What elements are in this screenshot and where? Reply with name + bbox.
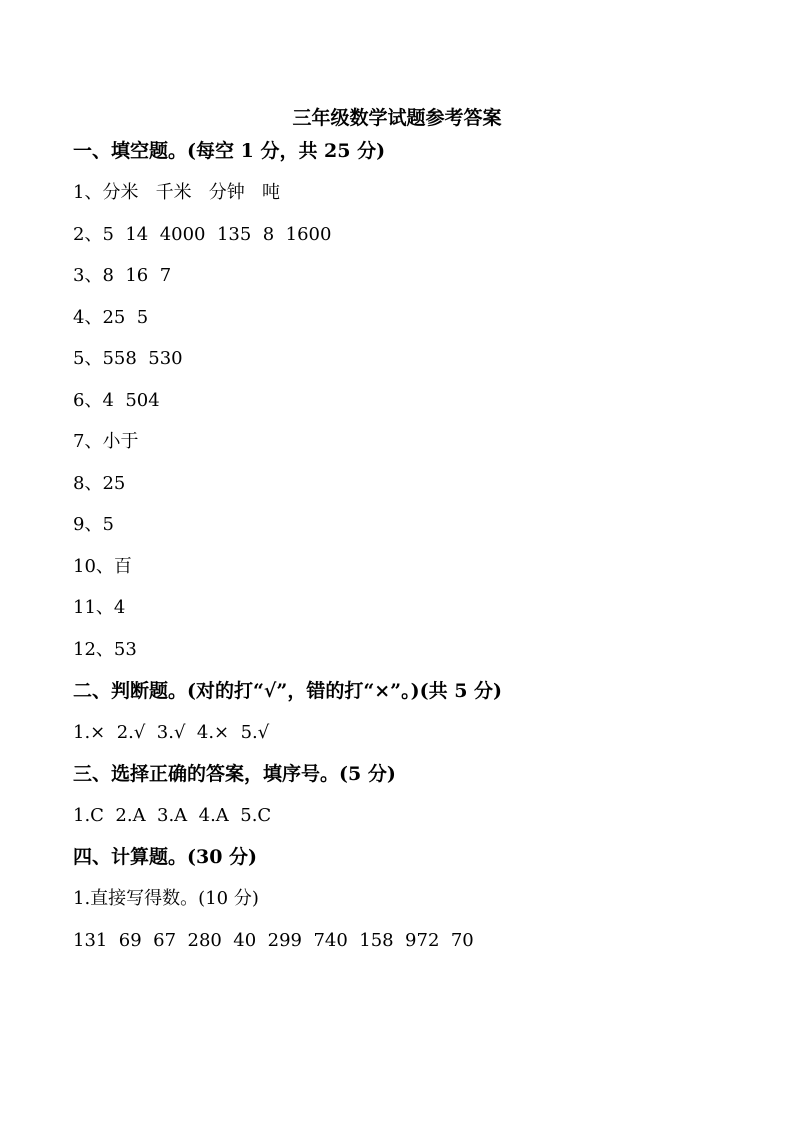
answer-line: 131 69 67 280 40 299 740 158 972 70 [73, 930, 474, 951]
page-title: 三年级数学试题参考答案 [292, 107, 502, 129]
section-heading-calculation: 四、计算题。(30 分) [73, 846, 258, 868]
answer-line: 6、4 504 [73, 390, 160, 411]
answer-line: 12、53 [73, 639, 137, 660]
answer-line: 4、25 5 [73, 307, 149, 328]
answer-line: 8、25 [73, 473, 126, 494]
sub-heading-direct-answers: 1.直接写得数。(10 分) [73, 888, 259, 909]
section-heading-true-false: 二、判断题。(对的打“√”，错的打“×”。)(共 5 分) [73, 680, 503, 702]
answer-line: 10、百 [73, 556, 132, 577]
answer-line: 1、分米 千米 分钟 吨 [73, 182, 280, 203]
answer-line: 5、558 530 [73, 348, 183, 369]
answer-line: 11、4 [73, 597, 126, 618]
answer-line: 2、5 14 4000 135 8 1600 [73, 224, 332, 245]
section-heading-fill-in: 一、填空题。(每空 1 分，共 25 分) [73, 140, 386, 162]
answer-line: 7、小于 [73, 431, 139, 452]
answer-line: 3、8 16 7 [73, 265, 172, 286]
answer-line: 1.C 2.A 3.A 4.A 5.C [73, 805, 272, 826]
section-heading-multiple-choice: 三、选择正确的答案，填序号。(5 分) [73, 763, 396, 785]
answer-line: 1.× 2.√ 3.√ 4.× 5.√ [73, 722, 270, 743]
answer-line: 9、5 [73, 514, 114, 535]
